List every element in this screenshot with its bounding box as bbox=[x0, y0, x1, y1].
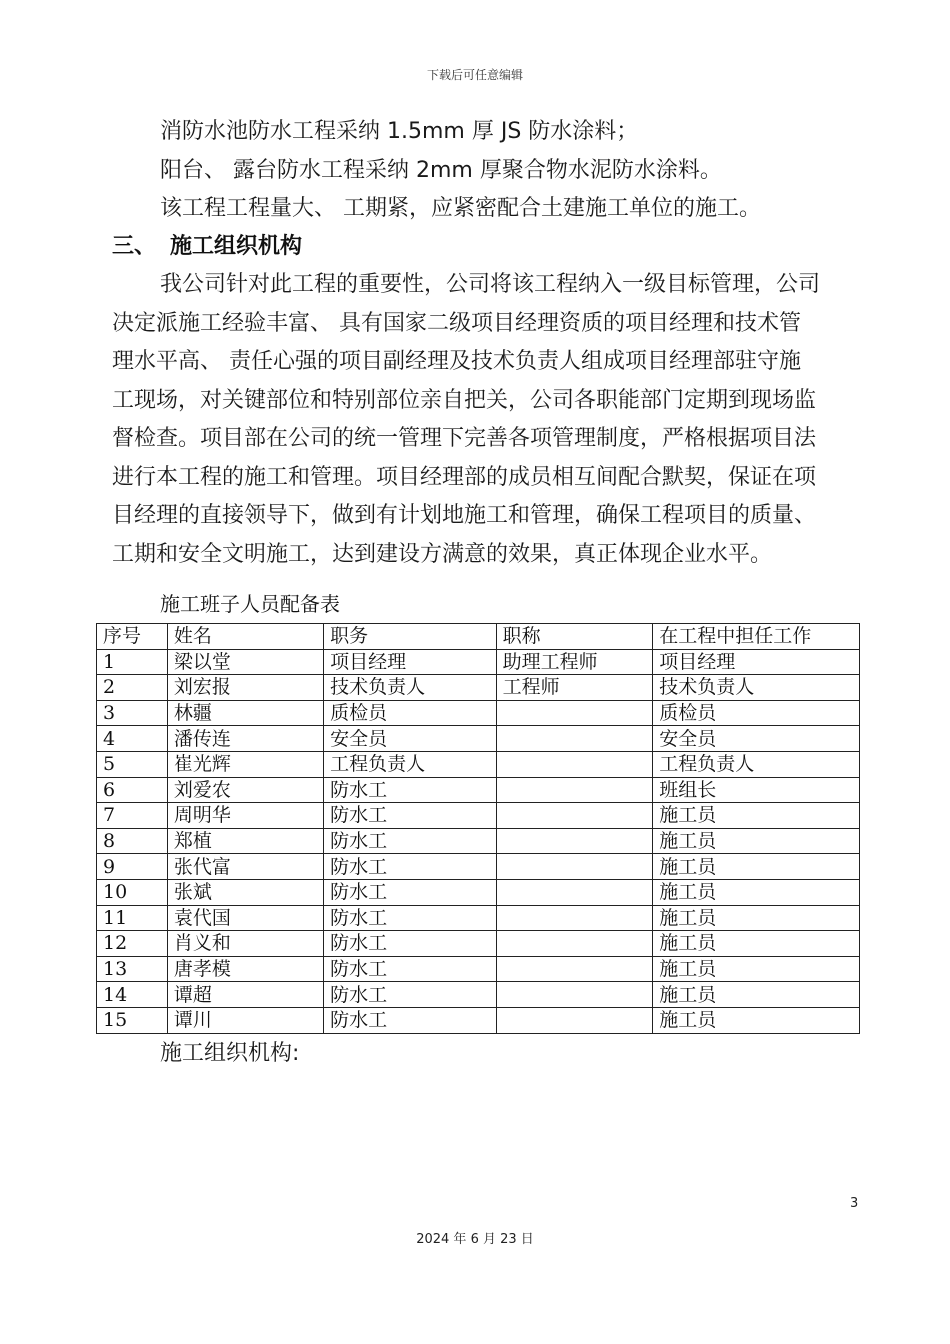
table-cell bbox=[496, 726, 653, 752]
table-cell: 唐孝模 bbox=[167, 956, 323, 982]
table-cell: 张斌 bbox=[167, 879, 323, 905]
table-cell: 林疆 bbox=[167, 700, 323, 726]
header-cell: 在工程中担任工作 bbox=[653, 624, 860, 650]
table-cell: 5 bbox=[97, 751, 168, 777]
table-cell: 郑植 bbox=[167, 828, 323, 854]
table-cell: 刘宏报 bbox=[167, 675, 323, 701]
header-cell: 姓名 bbox=[167, 624, 323, 650]
text-line: 工期和安全文明施工，达到建设方满意的效果，真正体现企业水平。 bbox=[112, 541, 773, 567]
table-cell: 8 bbox=[97, 828, 168, 854]
text-line: 理水平高、 责任心强的项目副经理及技术负责人组成项目经理部驻守施 bbox=[112, 349, 801, 374]
table-row bbox=[97, 956, 860, 982]
table-row bbox=[97, 854, 860, 880]
table-cell: 3 bbox=[97, 700, 168, 726]
table-row bbox=[97, 777, 860, 803]
text-line: 工现场，对关键部位和特别部位亲自把关，公司各职能部门定期到现场监 bbox=[112, 387, 817, 413]
org-structure-label: 施工组织机构: bbox=[160, 1041, 300, 1066]
table-cell: 周明华 bbox=[167, 803, 323, 829]
table-cell: 15 bbox=[97, 1007, 168, 1033]
table-cell: 11 bbox=[97, 905, 168, 931]
table-cell: 施工员 bbox=[653, 1007, 860, 1033]
table-cell bbox=[496, 879, 653, 905]
table-row bbox=[97, 828, 860, 854]
body-paragraph bbox=[112, 266, 862, 574]
page-footer-date: 2024 年 6 月 23 日 bbox=[416, 1232, 534, 1247]
table-cell: 12 bbox=[97, 931, 168, 957]
table-cell bbox=[496, 1007, 653, 1033]
table-cell bbox=[496, 803, 653, 829]
table-cell: 刘爱农 bbox=[167, 777, 323, 803]
header-cell: 职称 bbox=[496, 624, 653, 650]
text-line: 该工程工程量大、 工期紧，应紧密配合土建施工单位的施工。 bbox=[160, 196, 761, 221]
table-cell: 项目经理 bbox=[653, 649, 860, 675]
table-cell: 防水工 bbox=[324, 803, 497, 829]
table-cell: 安全员 bbox=[653, 726, 860, 752]
table-cell: 潘传连 bbox=[167, 726, 323, 752]
table-row bbox=[97, 803, 860, 829]
crew-table bbox=[96, 623, 860, 1034]
table-cell: 防水工 bbox=[324, 1007, 497, 1033]
table-cell: 施工员 bbox=[653, 956, 860, 982]
table-cell: 1 bbox=[97, 649, 168, 675]
table-cell: 防水工 bbox=[324, 982, 497, 1008]
table-cell: 施工员 bbox=[653, 905, 860, 931]
table-cell: 10 bbox=[97, 879, 168, 905]
table-cell: 6 bbox=[97, 777, 168, 803]
text-line: 进行本工程的施工和管理。项目经理部的成员相互间配合默契，保证在项 bbox=[112, 464, 817, 490]
table-cell: 施工员 bbox=[653, 828, 860, 854]
section-number: 三、 bbox=[112, 234, 157, 259]
table-cell: 质检员 bbox=[324, 700, 497, 726]
table-cell: 施工员 bbox=[653, 982, 860, 1008]
table-cell bbox=[496, 828, 653, 854]
header-cell: 序号 bbox=[97, 624, 168, 650]
table-cell: 防水工 bbox=[324, 956, 497, 982]
table-cell: 防水工 bbox=[324, 828, 497, 854]
table-row bbox=[97, 675, 860, 701]
table-row bbox=[97, 931, 860, 957]
page-number: 3 bbox=[850, 1196, 859, 1211]
table-cell: 谭超 bbox=[167, 982, 323, 1008]
table-cell: 4 bbox=[97, 726, 168, 752]
table-cell: 谭川 bbox=[167, 1007, 323, 1033]
table-cell: 项目经理 bbox=[324, 649, 497, 675]
table-cell: 9 bbox=[97, 854, 168, 880]
page-header: 下载后可任意编辑 bbox=[426, 68, 523, 82]
table-cell: 张代富 bbox=[167, 854, 323, 880]
section-title: 施工组织机构 bbox=[170, 234, 303, 259]
intro-paragraph bbox=[112, 113, 862, 229]
table-row bbox=[97, 751, 860, 777]
table-row bbox=[97, 879, 860, 905]
table-cell bbox=[496, 777, 653, 803]
text-line: 决定派施工经验丰富、 具有国家二级项目经理资质的项目经理和技术管 bbox=[112, 310, 801, 336]
section-heading bbox=[112, 229, 302, 260]
table-cell: 防水工 bbox=[324, 777, 497, 803]
table-cell: 施工员 bbox=[653, 931, 860, 957]
table-cell: 防水工 bbox=[324, 931, 497, 957]
table-header-row bbox=[97, 624, 860, 650]
text-line: 督检查。项目部在公司的统一管理下完善各项管理制度，严格根据项目法 bbox=[112, 426, 817, 451]
header-cell: 职务 bbox=[324, 624, 497, 650]
table-cell: 袁代国 bbox=[167, 905, 323, 931]
table-cell bbox=[496, 751, 653, 777]
text-line: 目经理的直接领导下，做到有计划地施工和管理，确保工程项目的质量、 bbox=[112, 503, 817, 528]
table-cell: 施工员 bbox=[653, 879, 860, 905]
table-cell: 工程负责人 bbox=[653, 751, 860, 777]
table-row bbox=[97, 700, 860, 726]
table-cell: 防水工 bbox=[324, 854, 497, 880]
table-cell: 14 bbox=[97, 982, 168, 1008]
table-cell: 施工员 bbox=[653, 854, 860, 880]
table-cell bbox=[496, 854, 653, 880]
table-cell bbox=[496, 905, 653, 931]
table-row bbox=[97, 905, 860, 931]
table-row bbox=[97, 649, 860, 675]
table-cell: 助理工程师 bbox=[496, 649, 653, 675]
table-row bbox=[97, 1007, 860, 1033]
table-cell: 2 bbox=[97, 675, 168, 701]
table-cell: 崔光辉 bbox=[167, 751, 323, 777]
table-cell: 工程师 bbox=[496, 675, 653, 701]
table-cell: 肖义和 bbox=[167, 931, 323, 957]
table-row bbox=[97, 982, 860, 1008]
text-line: 阳台、 露台防水工程采纳 2mm 厚聚合物水泥防水涂料。 bbox=[160, 157, 722, 183]
table-cell: 安全员 bbox=[324, 726, 497, 752]
table-cell bbox=[496, 700, 653, 726]
table-cell: 班组长 bbox=[653, 777, 860, 803]
text-line: 消防水池防水工程采纳 1.5mm 厚 JS 防水涂料； bbox=[160, 119, 639, 144]
table-cell: 13 bbox=[97, 956, 168, 982]
table-cell: 7 bbox=[97, 803, 168, 829]
table-cell bbox=[496, 931, 653, 957]
text-line: 我公司针对此工程的重要性，公司将该工程纳入一级目标管理，公司 bbox=[160, 272, 821, 297]
table-cell: 防水工 bbox=[324, 879, 497, 905]
table-cell bbox=[496, 982, 653, 1008]
table-cell: 质检员 bbox=[653, 700, 860, 726]
table-row bbox=[97, 726, 860, 752]
table-cell: 技术负责人 bbox=[324, 675, 497, 701]
table-caption: 施工班子人员配备表 bbox=[160, 592, 340, 616]
table-cell: 防水工 bbox=[324, 905, 497, 931]
table-cell: 施工员 bbox=[653, 803, 860, 829]
table-cell: 技术负责人 bbox=[653, 675, 860, 701]
table-cell: 工程负责人 bbox=[324, 751, 497, 777]
table-cell: 梁以堂 bbox=[167, 649, 323, 675]
table-cell bbox=[496, 956, 653, 982]
